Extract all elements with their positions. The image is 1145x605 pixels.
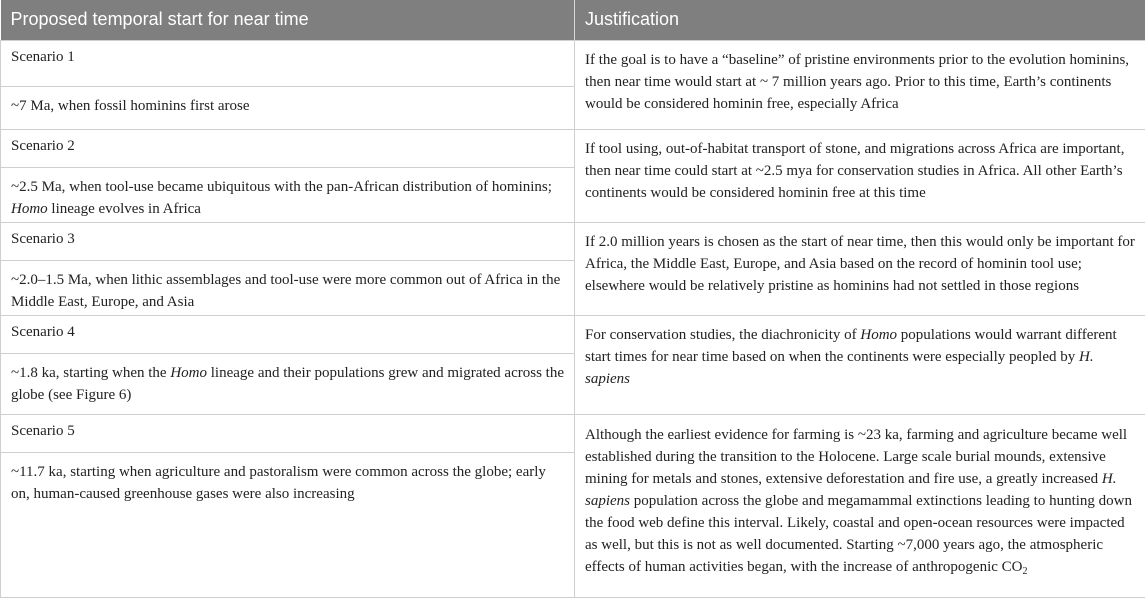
justification-cell: If tool using, out-of-habitat transport of stone, and migrations across Africa are important, then near time could start at ~2.5 mya for conservation studies in Africa. All other Earth’s continents would be considered hominin free at this time — [575, 129, 1145, 222]
scenario-description — [1, 167, 575, 222]
just-italic: H. sapiens — [585, 470, 1117, 509]
desc-text: ~2.5 Ma, when tool-use became ubiquitous with the pan-African distribution of hominins; — [11, 178, 552, 195]
table-header-row — [1, 0, 1145, 40]
desc-text: ~1.8 ka, starting when the — [11, 364, 171, 381]
just-text: For conservation studies, the diachronicity of — [585, 326, 861, 343]
table-row — [1, 414, 1145, 452]
just-italic: H. sapiens — [585, 348, 1094, 387]
header-proposed-start: Proposed temporal start for near time — [1, 0, 575, 40]
scenario-description: ~7 Ma, when fossil hominins first arose — [1, 86, 575, 129]
table-row — [1, 222, 1145, 260]
scenario-description — [1, 353, 575, 414]
desc-italic: Homo — [11, 200, 48, 217]
table-row — [1, 129, 1145, 167]
justification-cell: If 2.0 million years is chosen as the start of near time, then this would only be important for Africa, the Middle East, Europe, and Asia based on the record of hominin tool use; elsewhere would be relatively pristine as hominins had not settled in those regions — [575, 222, 1145, 315]
scenario-description: ~11.7 ka, starting when agriculture and pastoralism were common across the globe; early on, human-caused greenhouse gases were also increasing — [1, 452, 575, 597]
desc-text: lineage evolves in Africa — [47, 200, 201, 217]
subscript: 2 — [1022, 565, 1028, 577]
justification-cell — [575, 414, 1145, 597]
just-text: populations would warrant different start times for near time based on when the continents were especially peopled by — [585, 326, 1117, 365]
scenario-label: Scenario 2 — [1, 129, 575, 167]
table-row — [1, 315, 1145, 353]
desc-italic: Homo — [170, 364, 208, 381]
desc-text: lineage and their populations grew and migrated across the globe (see Figure 6) — [11, 364, 564, 403]
scenario-label: Scenario 5 — [1, 414, 575, 452]
scenario-label: Scenario 4 — [1, 315, 575, 353]
justification-cell — [575, 315, 1145, 414]
just-italic: Homo — [860, 326, 898, 343]
table-row — [1, 40, 1145, 86]
scenario-label: Scenario 3 — [1, 222, 575, 260]
scenario-description: ~2.0–1.5 Ma, when lithic assemblages and tool-use were more common out of Africa in the Middle East, Europe, and Asia — [1, 260, 575, 315]
justification-cell: If the goal is to have a “baseline” of pristine environments prior to the evolution hominins, then near time would start at ~ 7 million years ago. Prior to this time, Earth’s continents would be considered hominin free, especially Africa — [575, 40, 1145, 129]
header-justification: Justification — [575, 0, 1145, 40]
scenario-label: Scenario 1 — [1, 40, 575, 86]
just-text: Although the earliest evidence for farming is ~23 ka, farming and agriculture became well established during the transition to the Holocene. Large scale burial mounds, extensive mining for metals and stones, extensive deforestation and fire use, a greatly increased — [585, 426, 1128, 487]
just-text: population across the globe and megamammal extinctions leading to hunting down the food web define this interval. Likely, coastal and open-ocean resources were impacted as well, but this is not as well documented. Starting ~7,000 years ago, the atmospheric effects of human activities began, with the increase of anthropogenic CO — [585, 492, 1132, 575]
